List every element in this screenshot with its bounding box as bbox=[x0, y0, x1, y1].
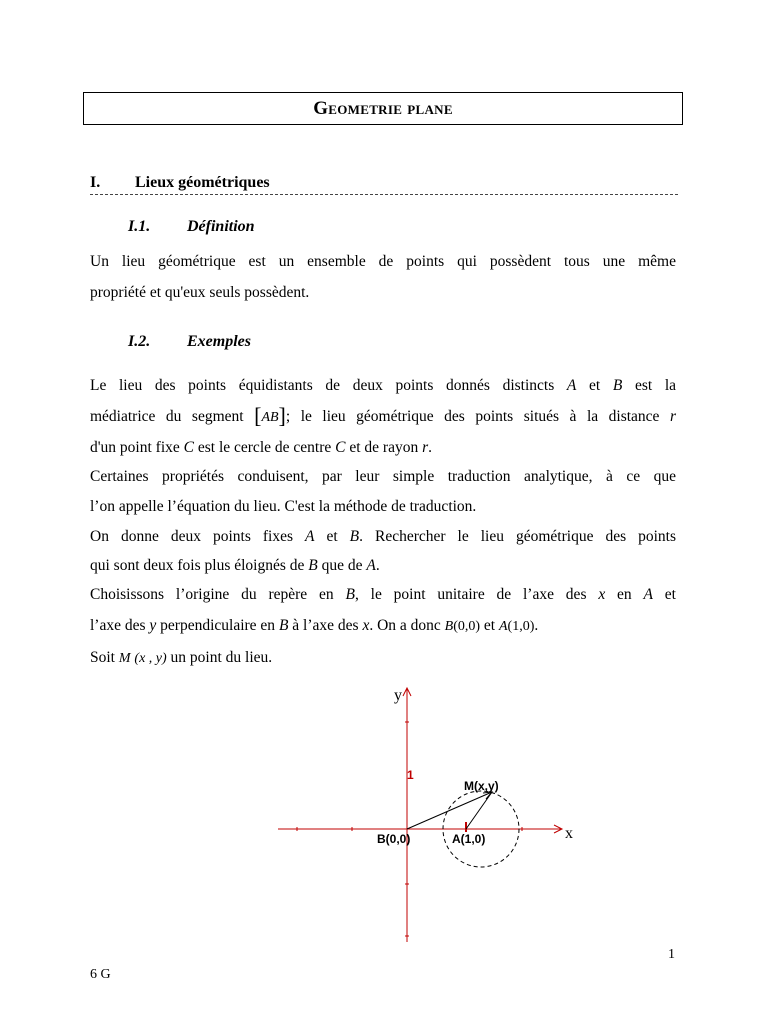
subsection-definition bbox=[128, 218, 255, 236]
y-unit-label: 1 bbox=[407, 768, 414, 782]
point-A-label: A(1,0) bbox=[452, 832, 486, 846]
x-axis-label: x bbox=[565, 825, 573, 842]
page-number: 1 bbox=[668, 947, 675, 962]
example-line-8: Choisissons l’origine du repère en B, le point unitaire de l’axe des x en A et bbox=[90, 586, 676, 603]
subsection-label: Exemples bbox=[187, 333, 251, 350]
example-line-1: Le lieu des points équidistants de deux points donnés distincts A et B est la bbox=[90, 377, 677, 394]
example-line-6: On donne deux points fixes A et B. Rechercher le lieu géométrique des points bbox=[90, 528, 676, 545]
footer-label: 6 G bbox=[90, 967, 111, 982]
example-line-10: Soit M (x , y) un point du lieu. bbox=[90, 649, 273, 666]
subsection-examples bbox=[128, 333, 251, 351]
point-M-label: M(x,y) bbox=[464, 779, 499, 793]
subsection-number: I.1. bbox=[128, 218, 151, 235]
example-line-5: l’on appelle l’équation du lieu. C'est la méthode de traduction. bbox=[90, 498, 477, 515]
page-title: Geometrie plane bbox=[83, 92, 683, 125]
section-number: I. bbox=[90, 174, 101, 191]
coordinate-figure bbox=[270, 680, 590, 945]
example-line-2: médiatrice du segment [AB]; le lieu géométrique des points situés à la distance r bbox=[90, 403, 676, 428]
example-line-4: Certaines propriétés conduisent, par leur simple traduction analytique, à ce que bbox=[90, 468, 676, 485]
point-B-label: B(0,0) bbox=[377, 832, 411, 846]
definition-line-1: Un lieu géométrique est un ensemble de points qui possèdent tous une même bbox=[90, 253, 676, 270]
definition-line-2: propriété et qu'eux seuls possèdent. bbox=[90, 284, 310, 301]
example-line-3: d'un point fixe C est le cercle de centre C et de rayon r. bbox=[90, 439, 432, 456]
section-label: Lieux géométriques bbox=[135, 174, 270, 191]
example-line-7: qui sont deux fois plus éloignés de B que de A. bbox=[90, 557, 380, 574]
y-axis-label: y bbox=[394, 687, 402, 704]
example-line-9: l’axe des y perpendiculaire en B à l’axe des x. On a donc B(0,0) et A(1,0). bbox=[90, 617, 539, 634]
subsection-label: Définition bbox=[187, 218, 255, 235]
subsection-number: I.2. bbox=[128, 333, 151, 350]
section-heading bbox=[90, 174, 678, 195]
